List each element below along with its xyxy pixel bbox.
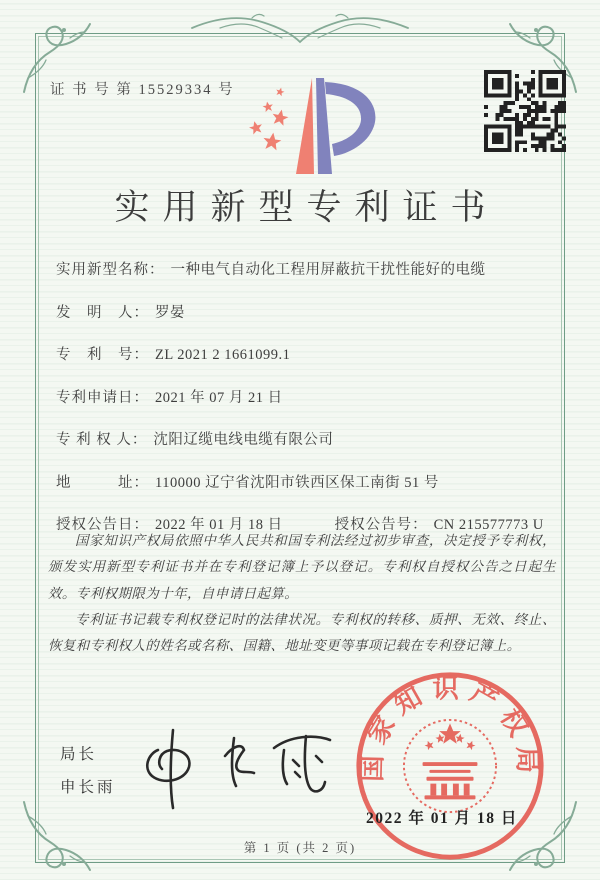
field-value: 一种电气自动化工程用屏蔽抗干扰性能好的电缆 (170, 262, 486, 278)
field-label: 专 利 权 人： (56, 432, 148, 448)
cnipa-patent-logo-icon (228, 74, 398, 178)
signatory-block (60, 742, 116, 808)
legal-paragraph: 国家知识产权局依照中华人民共和国专利法经过初步审查，决定授予专利权，颁发实用新型专利证书并在专利登记簿上予以登记。专利权自授权公告之日起生效。专利权期限为十年，自申请日起算。 (48, 533, 556, 601)
seal-text: 国家知识产权局 (357, 673, 543, 783)
field-label: 专利申请日： (56, 389, 149, 406)
field-label: 授权公告日： (56, 517, 149, 533)
corner-flourish-icon (20, 798, 98, 876)
field-address (56, 471, 556, 492)
field-inventor (56, 301, 556, 322)
field-label: 实用新型名称： (56, 262, 165, 278)
field-value: CN 215577773 U (433, 517, 544, 533)
certificate-number: 证 书 号 第 15529334 号 (50, 82, 235, 98)
top-center-flourish-icon (190, 6, 410, 48)
field-patentee (56, 428, 556, 449)
field-value: 罗晏 (155, 304, 185, 321)
field-label: 地 址： (56, 474, 149, 491)
legal-paragraph: 专利证书记载专利权登记时的法律状况。专利权的转移、质押、无效、终止、恢复和专利权人的姓名或名称、国籍、地址变更等事项记载在专利登记簿上。 (48, 611, 556, 654)
field-patent-number (56, 343, 556, 364)
field-value: 2021 年 07 月 21 日 (155, 389, 283, 406)
field-utility-model-name (56, 258, 556, 279)
certificate-title: 实用新型专利证书 (114, 188, 499, 227)
field-value: 沈阳辽缆电线电缆有限公司 (153, 432, 334, 448)
certificate-qr-code (484, 70, 566, 152)
signatory-name: 申长雨 (60, 779, 116, 796)
field-value: 110000 辽宁省沈阳市铁西区保工南街 51 号 (155, 474, 439, 491)
legal-text (48, 528, 556, 660)
field-value: 2022 年 01 月 18 日 (155, 517, 283, 533)
field-label: 授权公告号： (334, 517, 428, 533)
page-footer: 第 1 页 (共 2 页) (243, 841, 357, 855)
field-label: 发 明 人： (56, 304, 149, 321)
grant-date: 2022 年 01 月 18 日 (366, 810, 518, 827)
cnipa-official-seal (352, 668, 548, 864)
field-filing-date (56, 386, 556, 407)
field-label: 专 利 号： (56, 347, 149, 363)
certificate-fields (56, 258, 556, 556)
field-value: ZL 2021 2 1661099.1 (155, 347, 291, 363)
commissioner-signature (128, 722, 348, 814)
signatory-title: 局长 (60, 746, 98, 763)
